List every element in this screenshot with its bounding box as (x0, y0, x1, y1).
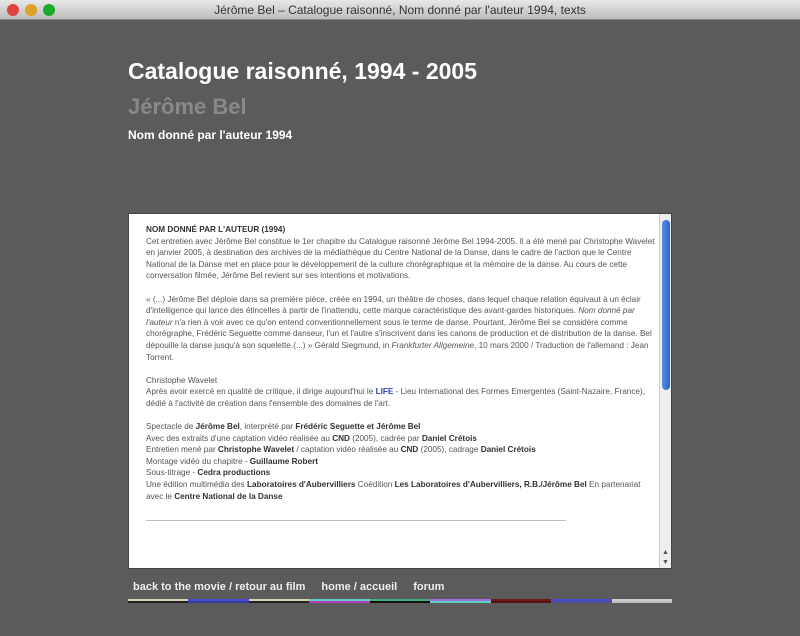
close-icon[interactable] (7, 4, 19, 16)
color-bar-segment (370, 599, 430, 603)
credits (146, 421, 658, 502)
color-bar-segment (430, 599, 490, 603)
zoom-icon[interactable] (43, 4, 55, 16)
credit-line: Une édition multimédia des Laboratoires d'Aubervilliers Coédition Les Laboratoires d'Aubervilliers, R.B./Jérôme Bel En partenariat avec le Centre National de la Danse (146, 480, 641, 501)
credit-line: Montage vidéo du chapitre - Guillaume Robert (146, 456, 319, 466)
page-title: Catalogue raisonné, 1994 - 2005 (128, 58, 477, 84)
intro-paragraph: Cet entretien avec Jérôme Bel constitue le 1er chapitre du Catalogue raisonné Jérôme Bel 1994-2005. Il a été mené par Christophe Wavelet en janvier 2005, à destination des archives de la médiathèque du Centre National de la Danse, dans le cadre de l'action que le Centre National de la Danse met en place pour le développement de la culture chorégraphique et la mémoire de la danse. Au cours de cette conversation filmée, Jérôme Bel revient sur ses intentions et motivations. (146, 236, 655, 281)
credit-line: Entretien mené par Christophe Wavelet / captation vidéo réalisée au CND (2005), cadrage Daniel Crétois (146, 445, 536, 455)
window-titlebar (0, 0, 800, 20)
color-bar-segment (612, 599, 672, 603)
color-bar-segment (551, 599, 611, 603)
color-bars (128, 599, 672, 603)
minimize-icon[interactable] (25, 4, 37, 16)
window-title: Jérôme Bel – Catalogue raisonné, Nom donné par l'auteur 1994, texts (214, 3, 586, 17)
color-bar-segment (309, 599, 369, 603)
back-to-movie-link[interactable]: back to the movie / retour au film (133, 581, 306, 593)
home-link[interactable]: home / accueil (321, 581, 398, 593)
text-panel (128, 213, 672, 569)
forum-link[interactable]: forum (413, 581, 445, 593)
scroll-up-icon[interactable]: ▲ (662, 549, 669, 556)
color-bar-segment (128, 599, 188, 603)
bio-name: Christophe Wavelet (146, 375, 218, 385)
artist-name: Jérôme Bel (128, 94, 247, 119)
text-heading: NOM DONNÉ PAR L'AUTEUR (1994) (146, 225, 286, 234)
scroll-down-icon[interactable]: ▼ (662, 559, 669, 566)
scrollbar-thumb[interactable] (662, 220, 670, 390)
quote-paragraph: « (...) Jérôme Bel déploie dans sa première pièce, créée en 1994, un théâtre de choses, dans lequel chaque relation équivaut à un éclair d'intelligence qui lance des étincelles à partir de l'inattendu, cette marque caractéristique des avant-gardes historiques. Nom donné par l'auteur n'a rien à voir avec ce qu'on entend conventionnellement sous le terme de danse. Pourtant, Jérôme Bel se considère comme chorégraphe, Frédéric Seguette comme danseur, l'un et l'autre s'inscrivent dans les canons de production et de distribution de la danse. Bel dépouille la danse jusqu'à son squelette.(...) » Gérald Siegmund, in Frankfurter Allgemeine, 10 mars 2000 / Traduction de l'allemand : Jean Torrent. (146, 294, 652, 362)
credit-line: Avec des extraits d'une captation vidéo réalisée au CND (2005), cadrée par Daniel Crétois (146, 433, 477, 443)
color-bar-segment (249, 599, 309, 603)
credit-line: Spectacle de Jérôme Bel, interprété par Frédéric Seguette et Jérôme Bel (146, 422, 421, 432)
life-link[interactable]: LIFE (375, 387, 394, 397)
color-bar-segment (491, 599, 551, 603)
credit-line: Sous-titrage - Cedra productions (146, 468, 271, 478)
color-bar-segment (188, 599, 248, 603)
bio-paragraph: Après avoir exercé en qualité de critique, il dirige aujourd'hui le LIFE - Lieu International des Formes Emergentes (Saint-Nazaire, France), dédié à l'activité de création dans l'ensemble des domaines de l'art. (146, 387, 645, 408)
scrollbar[interactable] (659, 214, 671, 568)
text-content (146, 224, 658, 521)
footer-nav (133, 581, 444, 593)
divider (146, 520, 566, 521)
work-title: Nom donné par l'auteur 1994 (128, 128, 293, 142)
